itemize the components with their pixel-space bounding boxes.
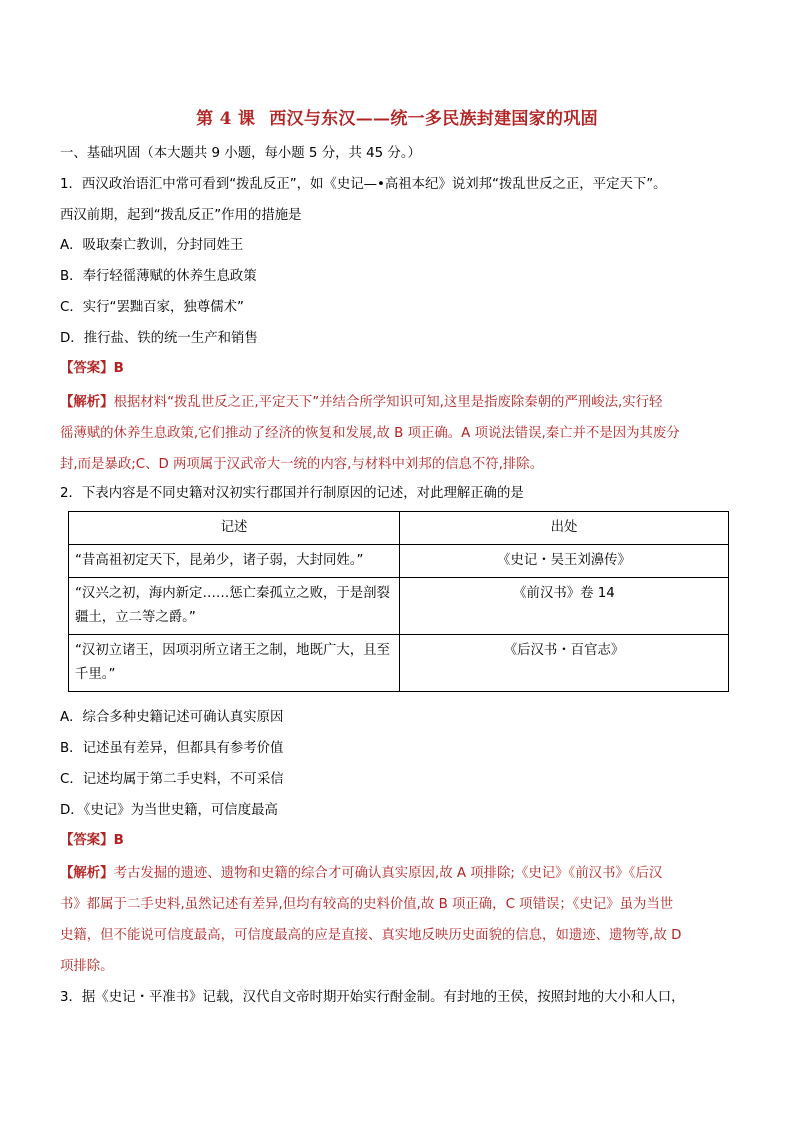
table-cell-record: “汉兴之初，海内新定……惩亡秦孤立之败，于是剖裂疆土，立二等之爵。” [69,578,400,635]
lesson-title [0,104,794,129]
q2-option-b: B．记述虽有差异，但都具有参考价值 [60,741,284,756]
explanation-text: 考古发掘的遗迹、遗物和史籍的综合才可确认真实原因,故 A 项排除;《史记》《前汉书》《后汉 [113,866,663,881]
q2-explanation-line1 [60,864,736,884]
q2-answer [60,831,736,851]
answer-label: 【答案】 [60,833,114,848]
q3-stem-line1: 3．据《史记・平准书》记载，汉代自文帝时期开始实行酎金制。有封地的王侯，按照封地的大小和人口， [60,990,685,1005]
lesson-number: 第 4 课 [196,109,256,129]
q1-option-a: A．吸取秦亡教训，分封同姓王 [60,238,244,253]
answer-label: 【答案】 [60,361,114,376]
q1-option-d: D．推行盐、铁的统一生产和销售 [60,331,258,346]
table-header-row [69,512,729,545]
table-cell-source: 《史记・吴王刘濞传》 [400,545,729,578]
q2-explanation-line2: 书》都属于二手史料,虽然记述有差异,但均有较高的史料价值,故 B 项正确，C 项错误；《史记》虽为当世 [60,897,674,912]
table-cell-source: 《前汉书》卷 14 [400,578,729,635]
q2-explanation-line4: 项排除。 [60,959,114,974]
q1-explanation-line3: 封,而是暴政;C、D 两项属于汉武帝大一统的内容,与材料中刘邦的信息不符,排除。 [60,457,544,472]
q1-explanation-line2: 徭薄赋的休养生息政策,它们推动了经济的恢复和发展,故 B 项正确。A 项说法错误,秦亡并不是因为其废分 [60,426,680,441]
section-heading: 一、基础巩固（本大题共 9 小题，每小题 5 分，共 45 分。） [60,146,421,161]
explanation-text: 根据材料“拨乱世反之正,平定天下”并结合所学知识可知,这里是指废除秦朝的严刑峻法,实行轻 [113,395,663,410]
table-cell-source: 《后汉书・百官志》 [400,635,729,692]
table-cell-record: “昔高祖初定天下，昆弟少，诸子弱，大封同姓。” [69,545,400,578]
q1-stem-line1: 1．西汉政治语汇中常可看到“拨乱反正”，如《史记—•高祖本纪》说刘邦“拨乱世反之正，平定天下”。 [60,177,667,192]
explanation-label: 【解析】 [60,395,114,410]
q2-option-a: A．综合多种史籍记述可确认真实原因 [60,710,284,725]
explanation-label: 【解析】 [60,866,114,881]
q1-answer [60,359,736,379]
q2-source-table [68,511,729,692]
table-header-record: 记述 [69,512,400,545]
table-row [69,578,729,635]
q2-stem: 2．下表内容是不同史籍对汉初实行郡国并行制原因的记述，对此理解正确的是 [60,486,524,501]
table-header-source: 出处 [400,512,729,545]
q2-option-d: D．《史记》为当世史籍，可信度最高 [60,803,278,818]
q2-explanation-line3: 史籍，但不能说可信度最高，可信度最高的应是直接、真实地反映历史面貌的信息，如遗迹、遗物等,故 D [60,928,682,943]
q1-stem-line2: 西汉前期，起到“拨乱反正”作用的措施是 [60,208,302,223]
table-row [69,545,729,578]
q1-option-c: C．实行“罢黜百家，独尊儒术” [60,300,244,315]
q2-option-c: C．记述均属于第二手史料，不可采信 [60,772,284,787]
q1-option-b: B．奉行轻徭薄赋的休养生息政策 [60,269,257,284]
lesson-title-text: 西汉与东汉——统一多民族封建国家的巩固 [269,109,598,129]
q1-explanation-line1 [60,393,736,413]
table-row [69,635,729,692]
answer-value: B [113,361,124,376]
answer-value: B [113,833,124,848]
table-cell-record: “汉初立诸王，因项羽所立诸王之制，地既广大，且至千里。” [69,635,400,692]
